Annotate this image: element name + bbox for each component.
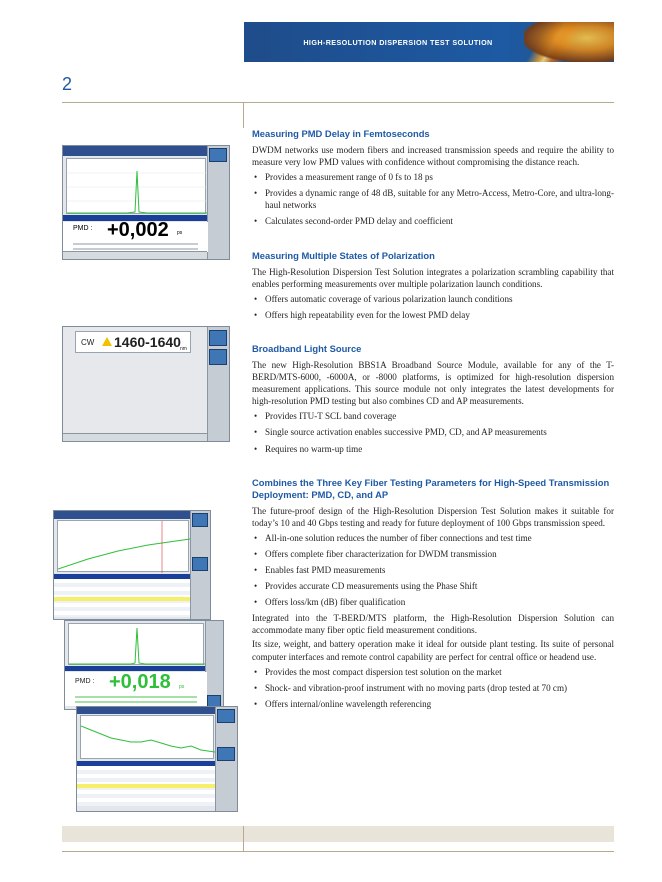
bullet-list <box>252 532 614 608</box>
pmd-readout <box>63 219 208 252</box>
main-content <box>252 128 614 714</box>
section-title: Measuring Multiple States of Polarization <box>252 249 435 261</box>
screen-sidebar <box>205 621 223 709</box>
list-item: • Single source activation enables successive PMD, CD, and AP measurements <box>252 426 614 438</box>
source-screen-image <box>62 326 230 442</box>
bullet-list <box>252 410 614 454</box>
pmd-trace-svg <box>67 159 207 215</box>
source-mode: CW <box>81 338 95 347</box>
screen-titlebar <box>54 511 210 519</box>
warning-icon <box>102 337 112 346</box>
header-title: HIGH-RESOLUTION DISPERSION TEST SOLUTION <box>303 38 493 47</box>
screen-statusbar <box>63 433 207 441</box>
pmd-readout-label: PMD : <box>73 225 93 232</box>
readout-details-line <box>73 243 198 245</box>
sidebar-button <box>217 747 235 761</box>
screen-statusbar <box>63 251 207 259</box>
pmd-readout-value: +0,002 <box>107 219 169 241</box>
top-rule <box>62 102 614 103</box>
section-paragraph: The future-proof design of the High-Resolution Dispersion Test Solution makes it suitable for today’s 10 and 40 Gbps testing and ready for future deployment of 100 Gbps transmission speed. <box>252 505 614 528</box>
pmd-overlay-value: +0,018 <box>109 671 171 693</box>
pmd-overlay-screen-image <box>64 620 224 710</box>
pmd-overlay-unit: ps <box>179 684 185 690</box>
cd-table-selected-row <box>54 597 190 601</box>
pmd-plot <box>66 158 206 214</box>
ap-screen-image <box>76 706 238 812</box>
ap-table-selected-row <box>77 784 215 788</box>
section-paragraph: The new High-Resolution BBS1A Broadband Source Module, available for any of the T-BERD/MTS-6000, -6000A, or -8000 platforms, is optimized for high-resolution dispersion measurement applications. This source module not only integrates the latest developments for high-resolution PMD testing but also combines CD and AP measurements. <box>252 359 614 407</box>
source-range: 1460-1640 <box>114 334 181 350</box>
sidebar-button <box>209 148 227 162</box>
section-pmd-delay <box>252 128 614 228</box>
list-item: • Provides a measurement range of 0 fs to 18 ps <box>252 171 614 183</box>
list-item: • Offers loss/km (dB) fiber qualification <box>252 596 614 608</box>
pmd-readout-unit: ps <box>177 230 183 236</box>
section-polarization <box>252 250 614 321</box>
bullet-list <box>252 666 614 710</box>
pmd-overlay-svg <box>69 624 205 666</box>
list-item: • Offers internal/online wavelength referencing <box>252 698 614 710</box>
cd-screen-image <box>53 510 211 620</box>
list-item: • Provides the most compact dispersion test solution on the market <box>252 666 614 678</box>
pmd-overlay-label: PMD : <box>75 678 95 685</box>
list-item: • Offers automatic coverage of various polarization launch conditions <box>252 293 614 305</box>
list-item: • Provides a dynamic range of 48 dB, suitable for any Metro-Access, Metro-Core, and ultra-long-haul networks <box>252 187 614 211</box>
cd-plot <box>57 520 189 572</box>
readout-details-line <box>75 701 197 703</box>
ap-trace-svg <box>81 716 215 760</box>
page-number: 2 <box>62 74 73 94</box>
section-paragraph: Its size, weight, and battery operation make it ideal for outside plant testing. Its suite of personal computer interfaces and remote control capability are perfect for central office or headend use. <box>252 639 614 662</box>
footer-divider <box>243 826 244 851</box>
list-item: • Provides accurate CD measurements using the Phase Shift <box>252 580 614 592</box>
list-item: • Offers high repeatability even for the lowest PMD delay <box>252 309 614 321</box>
list-item: • Shock- and vibration-proof instrument with no moving parts (drop tested at 70 cm) <box>252 682 614 694</box>
pmd-overlay-plot <box>68 623 204 665</box>
readout-details-line <box>73 248 198 250</box>
list-item: • Offers complete fiber characterization for DWDM transmission <box>252 548 614 560</box>
bullet-list <box>252 171 614 227</box>
column-divider <box>243 102 244 128</box>
sidebar-button <box>217 709 235 723</box>
bullet-list <box>252 293 614 321</box>
source-unit: nm <box>180 346 187 352</box>
section-title: Measuring PMD Delay in Femtoseconds <box>252 128 430 139</box>
section-title: Combines the Three Key Fiber Testing Parameters for High-Speed Transmission Deployment: PMD, CD, and AP <box>252 476 610 500</box>
list-item: • Requires no warm-up time <box>252 443 614 455</box>
section-paragraph: Integrated into the T-BERD/MTS platform, the High-Resolution Dispersion Solution can accommodate many fiber optic field measurement conditions. <box>252 613 614 636</box>
source-readout <box>75 331 191 353</box>
section-paragraph: DWDM networks use modern fibers and increased transmission speeds and require the ability to measure very low PMD values with confidence without compromising the distance reach. <box>252 145 614 168</box>
footer-band <box>62 826 614 842</box>
sidebar-button <box>209 330 227 346</box>
sidebar-button <box>192 513 208 527</box>
section-three-parameters <box>252 477 614 710</box>
list-item: • Provides ITU-T SCL band coverage <box>252 410 614 422</box>
screen-titlebar <box>63 146 229 156</box>
ap-plot <box>80 715 214 759</box>
footer-rule <box>62 851 614 852</box>
pmd-screen-image <box>62 145 230 260</box>
list-item: • Enables fast PMD measurements <box>252 564 614 576</box>
sidebar-button <box>192 557 208 571</box>
readout-details-line <box>75 696 197 698</box>
section-paragraph: The High-Resolution Dispersion Test Solution integrates a polarization scrambling capability that enables performing measurements over multiple polarization launch conditions. <box>252 266 614 289</box>
screen-sidebar <box>215 707 237 811</box>
section-broadband-source <box>252 343 614 455</box>
screen-sidebar <box>190 511 210 619</box>
pmd-overlay-readout <box>65 672 207 706</box>
list-item: • All-in-one solution reduces the number of fiber connections and test time <box>252 532 614 544</box>
cd-trace-svg <box>58 521 190 573</box>
screen-sidebar <box>207 146 229 259</box>
sidebar-button <box>209 349 227 365</box>
section-title: Broadband Light Source <box>252 342 362 354</box>
screen-titlebar <box>77 707 237 714</box>
header-band <box>244 22 614 62</box>
list-item: • Calculates second-order PMD delay and coefficient <box>252 215 614 227</box>
screen-sidebar <box>207 327 229 441</box>
